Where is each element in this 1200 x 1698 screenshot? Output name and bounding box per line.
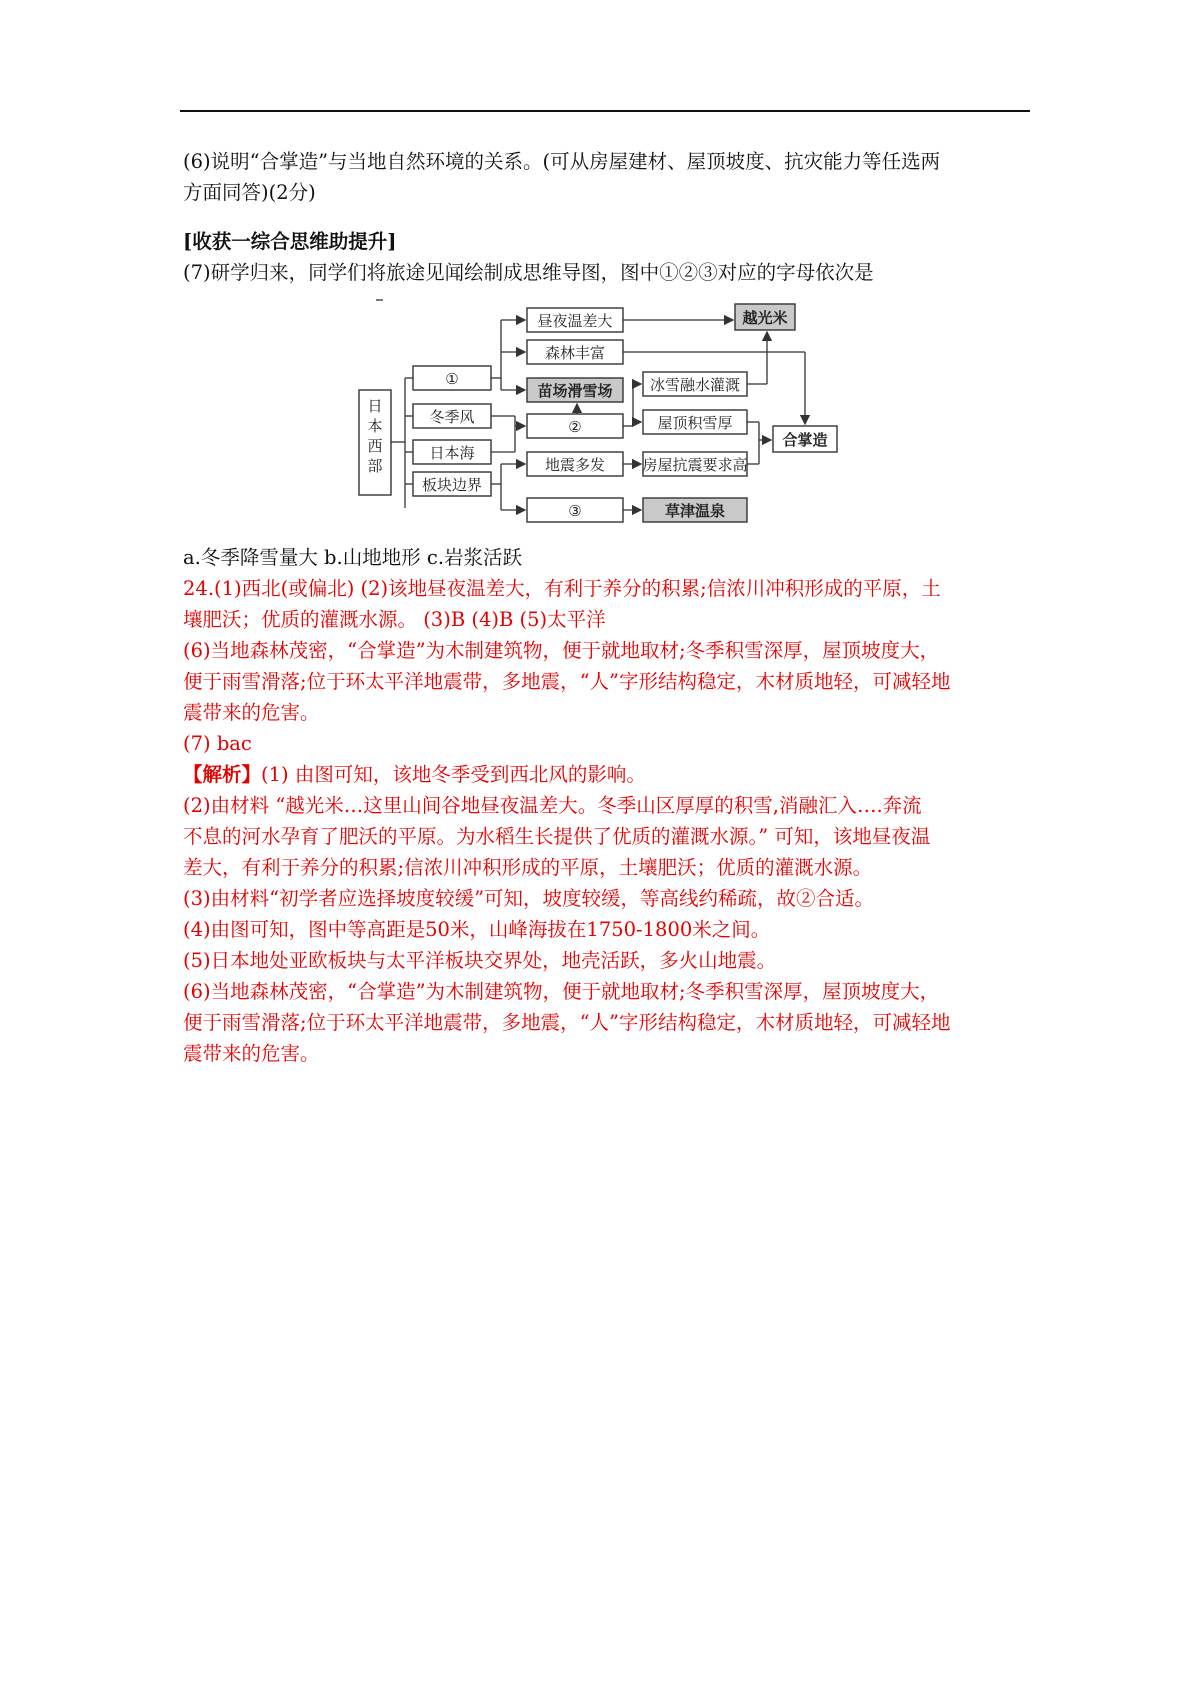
box-mid-6-label: ③	[568, 502, 582, 520]
analysis-p6-3: 震带来的危害。	[183, 1042, 320, 1065]
box-left-3-label: 日本海	[429, 444, 475, 462]
question-7-line-1: (7)研学归来，同学们将旅途见闻绘制成思维导图，图中①②③对应的字母依次是	[183, 261, 874, 284]
analysis-p2-1: (2)由材料 “越光米…这里山间谷地昼夜温差大。冬季山区厚厚的积雪,消融汇入….奔流	[183, 794, 922, 817]
answer-line-5: 震带来的危害。	[183, 701, 320, 724]
options-line: a.冬季降雪量大 b.山地地形 c.岩浆活跃	[183, 546, 523, 569]
analysis-p6-1: (6)当地森林茂密，“合掌造”为木制建筑物，便于就地取材;冬季积雪深厚，屋顶坡度大，	[183, 980, 940, 1003]
answer-line-3: (6)当地森林茂密，“合掌造”为木制建筑物，便于就地取材;冬季积雪深厚，屋顶坡度大，	[183, 639, 940, 662]
question-6-line-2: 方面同答)(2分)	[183, 181, 316, 204]
box-target-rice-label: 越光米	[742, 309, 788, 327]
analysis-p1	[183, 759, 1033, 790]
mind-map-svg	[183, 292, 1033, 540]
analysis-p2-2: 不息的河水孕育了肥沃的平原。为水稻生长提供了优质的灌溉水源。” 可知，该地昼夜温	[183, 825, 931, 848]
analysis-p5: (5)日本地处亚欧板块与太平洋板块交界处，地壳活跃，多火山地震。	[183, 949, 777, 972]
answer-line-6: (7) bac	[183, 732, 252, 755]
box-mid-3-label: 苗场滑雪场	[537, 382, 613, 400]
analysis-label: 【解析】	[183, 763, 262, 786]
box-left-2-label: 冬季风	[429, 408, 475, 426]
box-mid-1-label: 昼夜温差大	[537, 312, 613, 330]
root-char-2: 本	[367, 417, 383, 435]
header-rule	[180, 110, 1030, 112]
box-target-gassho-label: 合掌造	[782, 431, 828, 449]
box-left-4-label: 板块边界	[421, 476, 483, 494]
analysis-p6-2: 便于雨雪滑落;位于环太平洋地震带，多地震，“人”字形结构稳定，木材质地轻，可减轻地	[183, 1011, 951, 1034]
box-mid-4-label: ②	[568, 418, 582, 436]
mind-map-diagram	[183, 292, 1033, 540]
box-left-1-label: ①	[445, 370, 459, 388]
root-char-4: 部	[367, 457, 383, 475]
analysis-p4: (4)由图可知，图中等高距是50米，山峰海拔在1750-1800米之间。	[183, 918, 771, 941]
question-6-line-1: (6)说明“合掌造”与当地自然环境的关系。(可从房屋建材、屋顶坡度、抗灾能力等任选两	[183, 150, 941, 173]
answer-line-2: 壤肥沃；优质的灌溉水源。 (3)B (4)B (5)太平洋	[183, 608, 606, 631]
root-char-3: 西	[367, 437, 383, 455]
section-heading: [收获一综合思维助提升]	[183, 230, 397, 253]
box-right-2-label: 屋顶积雪厚	[657, 414, 733, 432]
analysis-p2-3: 差大，有利于养分的积累;信浓川冲积形成的平原，土壤肥沃；优质的灌溉水源。	[183, 856, 873, 879]
document-body	[183, 146, 1033, 1069]
analysis-p1-text: (1) 由图可知，该地冬季受到西北风的影响。	[261, 763, 646, 786]
box-right-4-label: 草津温泉	[664, 502, 726, 520]
analysis-p3: (3)由材料“初学者应选择坡度较缓”可知，坡度较缓，等高线约稀疏，故②合适。	[183, 887, 875, 910]
box-right-3-label: 房屋抗震要求高	[642, 456, 748, 474]
box-mid-5-label: 地震多发	[544, 456, 606, 474]
root-char-1: 日	[367, 397, 383, 415]
box-mid-2-label: 森林丰富	[544, 344, 606, 362]
answer-line-1: 24.(1)西北(或偏北) (2)该地昼夜温差大，有利于养分的积累;信浓川冲积形成的平原，土	[183, 577, 941, 600]
box-right-1-label: 冰雪融水灌溉	[649, 376, 741, 394]
answer-line-4: 便于雨雪滑落;位于环太平洋地震带，多地震，“人”字形结构稳定，木材质地轻，可减轻地	[183, 670, 951, 693]
